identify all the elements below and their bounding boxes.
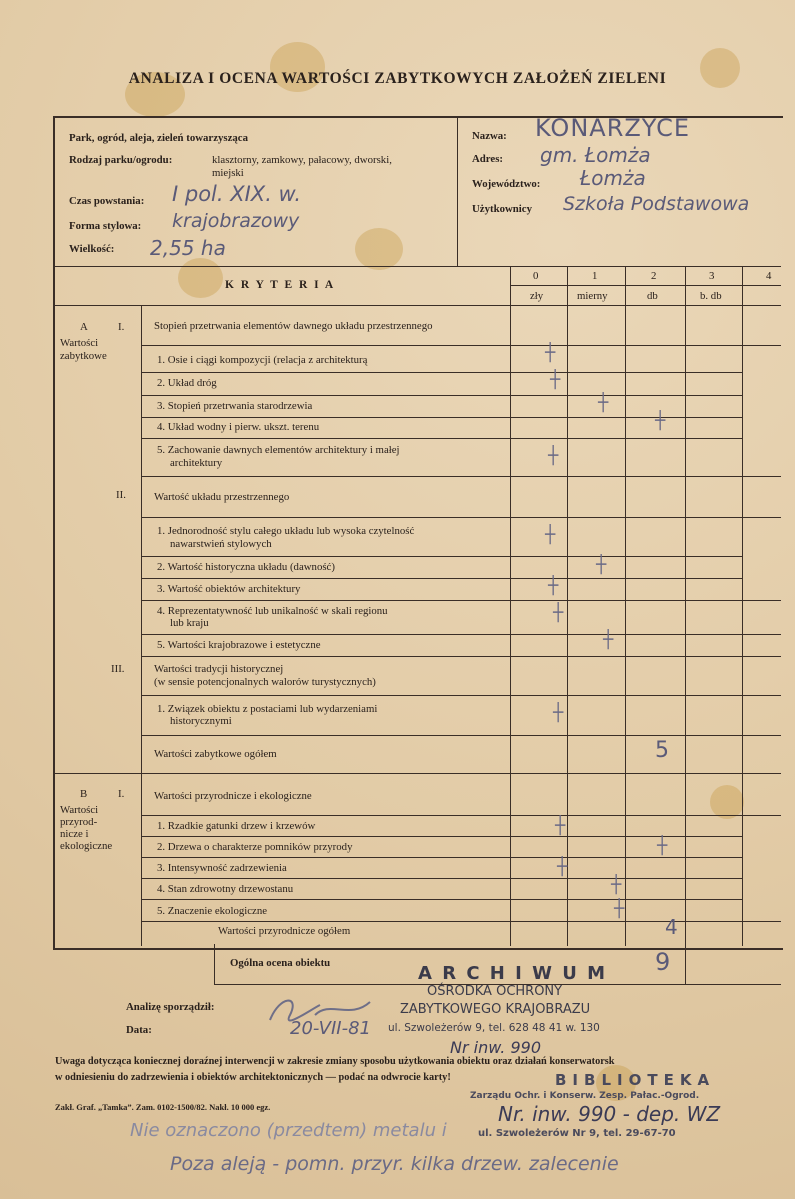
b-total-value: 4 — [665, 915, 678, 939]
analysis-label: Analizę sporządził: — [126, 1001, 215, 1013]
a1-item-4: 4. Układ wodny i pierw. ukszt. terenu — [157, 421, 320, 433]
a2-item-4-cont: lub kraju — [170, 617, 209, 629]
a2-item-5: 5. Wartości krajobrazowe i estetyczne — [157, 639, 321, 651]
a1-item-1: 1. Osie i ciągi kompozycji (relacja z architekturą — [157, 354, 368, 366]
a1-title: Stopień przetrwania elementów dawnego układu przestrzennego — [154, 320, 433, 332]
column-divider — [685, 266, 686, 946]
voivodeship-label: Województwo: — [472, 178, 541, 190]
divider — [510, 285, 781, 286]
column-divider — [567, 266, 568, 946]
divider — [141, 517, 781, 518]
check-mark: ┼ — [614, 899, 625, 919]
stamp-title: A R C H I W U M — [418, 963, 608, 984]
a3-item-1-cont: historycznymi — [170, 715, 232, 727]
score-label-2: db — [647, 290, 658, 302]
name-value: KONARZYCE — [535, 114, 691, 142]
section-b-code: B — [80, 788, 88, 800]
divider — [141, 556, 743, 557]
signature — [260, 990, 380, 1035]
stamp-line-1: OŚRODKA OCHRONY — [427, 984, 563, 999]
check-mark: ┼ — [548, 576, 559, 596]
score-label-1: mierny — [577, 290, 608, 302]
overall-label: Ogólna ocena obiektu — [230, 957, 331, 969]
section-b-side-2: przyrod- — [60, 816, 98, 828]
divider — [141, 345, 781, 346]
stamp2-line-3: ul. Szwoleżerów Nr 9, tel. 29-67-70 — [478, 1128, 676, 1139]
users-label: Użytkownicy — [472, 203, 532, 215]
a2-roman: II. — [116, 489, 126, 501]
note-line-1: Uwaga dotycząca koniecznej doraźnej interwencji w zakresie zmiany sposobu użytkowania obiektu oraz działań konserwatorsk — [55, 1056, 615, 1067]
column-divider — [141, 305, 142, 946]
score-3: 3 — [709, 270, 715, 282]
divider — [141, 476, 781, 477]
divider — [141, 417, 743, 418]
section-b-side-3: nicze i — [60, 828, 89, 840]
b-title: Wartości przyrodnicze i ekologiczne — [154, 790, 312, 802]
score-2: 2 — [651, 270, 657, 282]
check-mark: ┼ — [557, 857, 568, 877]
check-mark: ┼ — [545, 343, 556, 363]
a3-title-2: (w sensie potencjonalnych walorów turystycznych) — [154, 676, 376, 688]
park-label: Park, ogród, aleja, zieleń towarzysząca — [69, 132, 248, 144]
check-mark: ┼ — [545, 525, 556, 545]
b-item-3: 3. Intensywność zadrzewienia — [157, 862, 287, 874]
size-label: Wielkość: — [69, 243, 115, 255]
divider — [141, 372, 743, 373]
handwritten-note-2: Poza aleją - pomn. przyr. kilka drzew. zalecenie — [170, 1153, 619, 1175]
a2-item-3: 3. Wartość obiektów architektury — [157, 583, 301, 595]
date-value: 20-VII-81 — [290, 1018, 371, 1039]
type-options: klasztorny, zamkowy, pałacowy, dworski, — [212, 154, 392, 166]
address-label: Adres: — [472, 153, 503, 165]
divider — [141, 395, 743, 396]
check-mark: ┼ — [657, 836, 668, 856]
divider — [53, 773, 781, 774]
divider — [214, 944, 215, 984]
check-mark: ┼ — [655, 411, 666, 431]
section-a-title: Wartości zabytkowe — [60, 337, 107, 362]
page-title: ANALIZA I OCENA WARTOŚCI ZABYTKOWYCH ZAŁOŻEŃ ZIELENI — [128, 70, 667, 87]
criteria-header: K R Y T E R I A — [225, 279, 336, 291]
score-0: 0 — [533, 270, 539, 282]
b-item-1: 1. Rzadkie gatunki drzew i krzewów — [157, 820, 316, 832]
check-mark: ┼ — [555, 816, 566, 836]
divider — [141, 438, 743, 439]
a3-title: Wartości tradycji historycznej — [154, 663, 284, 675]
score-1: 1 — [592, 270, 598, 282]
column-divider — [510, 266, 511, 946]
name-label: Nazwa: — [472, 130, 507, 142]
divider — [141, 735, 781, 736]
style-value: krajobrazowy — [172, 210, 300, 232]
divider — [141, 921, 781, 922]
style-label: Forma stylowa: — [69, 220, 142, 232]
divider — [141, 815, 781, 816]
divider — [141, 695, 781, 696]
score-label-3: b. db — [700, 290, 722, 302]
a-total-label: Wartości zabytkowe ogółem — [154, 748, 277, 760]
a-total-value: 5 — [655, 738, 669, 763]
check-mark: ┼ — [553, 703, 564, 723]
score-label-0: zły — [530, 290, 544, 302]
stamp-line-3: ul. Szwoleżerów 9, tel. 628 48 41 w. 130 — [388, 1022, 600, 1034]
check-mark: ┼ — [598, 393, 609, 413]
address-value: gm. Łomża — [540, 143, 651, 167]
divider — [141, 878, 743, 879]
stamp2-line-1: BIBLIOTEKA — [555, 1071, 716, 1089]
type-options-2: miejski — [212, 167, 244, 179]
overall-value: 9 — [655, 948, 671, 976]
check-mark: ┼ — [553, 603, 564, 623]
check-mark: ┼ — [596, 555, 607, 575]
divider — [53, 266, 781, 267]
divider — [141, 634, 781, 635]
check-mark: ┼ — [550, 370, 561, 390]
a1-item-5-cont: architektury — [170, 457, 223, 469]
time-value: I pol. XIX. w. — [172, 182, 302, 206]
divider — [685, 944, 686, 984]
inventory-number: Nr inw. 990 — [450, 1038, 541, 1057]
section-b-roman: I. — [118, 788, 125, 800]
section-b-side-1: Wartości — [60, 804, 99, 816]
a2-item-2: 2. Wartość historyczna układu (dawność) — [157, 561, 335, 573]
divider — [141, 578, 743, 579]
users-value: Szkoła Podstawowa — [563, 193, 750, 215]
divider — [457, 116, 458, 266]
divider — [53, 305, 781, 306]
time-label: Czas powstania: — [69, 195, 145, 207]
section-a-code: A — [80, 321, 88, 333]
b-item-5: 5. Znaczenie ekologiczne — [157, 905, 268, 917]
divider — [141, 836, 743, 837]
divider — [141, 600, 781, 601]
stamp-line-2: ZABYTKOWEGO KRAJOBRAZU — [400, 1002, 591, 1017]
a2-item-4: 4. Reprezentatywność lub unikalność w skali regionu — [157, 605, 388, 617]
b-item-2: 2. Drzewa o charakterze pomników przyrody — [157, 841, 353, 853]
a2-title: Wartość układu przestrzennego — [154, 491, 290, 503]
b-item-4: 4. Stan zdrowotny drzewostanu — [157, 883, 294, 895]
a3-roman: III. — [111, 663, 125, 675]
voivodeship-value: Łomża — [580, 166, 646, 190]
a1-item-5: 5. Zachowanie dawnych elementów architektury i małej — [157, 444, 400, 456]
a1-item-2: 2. Układ dróg — [157, 377, 217, 389]
section-b-side-4: ekologiczne — [60, 840, 113, 852]
a1-item-3: 3. Stopień przetrwania starodrzewia — [157, 400, 313, 412]
a2-item-1: 1. Jednorodność stylu całego układu lub wysoka czytelność — [157, 525, 415, 537]
size-value: 2,55 ha — [150, 236, 226, 260]
a3-item-1: 1. Związek obiektu z postaciami lub wydarzeniami — [157, 703, 378, 715]
divider — [141, 656, 781, 657]
stamp2-number: Nr. inw. 990 - dep. WZ — [498, 1102, 721, 1126]
score-4: 4 — [766, 270, 772, 282]
handwritten-note-1: Nie oznaczono (przedtem) metalu i — [130, 1120, 447, 1141]
divider — [141, 857, 743, 858]
check-mark: ┼ — [603, 630, 614, 650]
column-divider — [625, 266, 626, 946]
a2-item-1-cont: nawarstwień stylowych — [170, 538, 272, 550]
check-mark: ┼ — [548, 446, 559, 466]
note-line-2: w odniesieniu do zadrzewienia i obiektów architektonicznych — podać na odwrocie karty! — [55, 1072, 451, 1083]
date-label: Data: — [126, 1024, 152, 1036]
print-info: Zakł. Graf. „Tamka”. Zam. 0102-1500/82. Nakł. 10 000 egz. — [55, 1102, 271, 1112]
column-divider — [742, 266, 743, 946]
check-mark: ┼ — [611, 875, 622, 895]
type-label: Rodzaj parku/ogrodu: — [69, 154, 173, 166]
divider — [141, 899, 743, 900]
stamp2-line-2: Zarządu Ochr. i Konserw. Zesp. Pałac.-Ogrod. — [470, 1091, 700, 1101]
b-total-label: Wartości przyrodnicze ogółem — [218, 925, 351, 937]
section-a-roman: I. — [118, 321, 125, 333]
